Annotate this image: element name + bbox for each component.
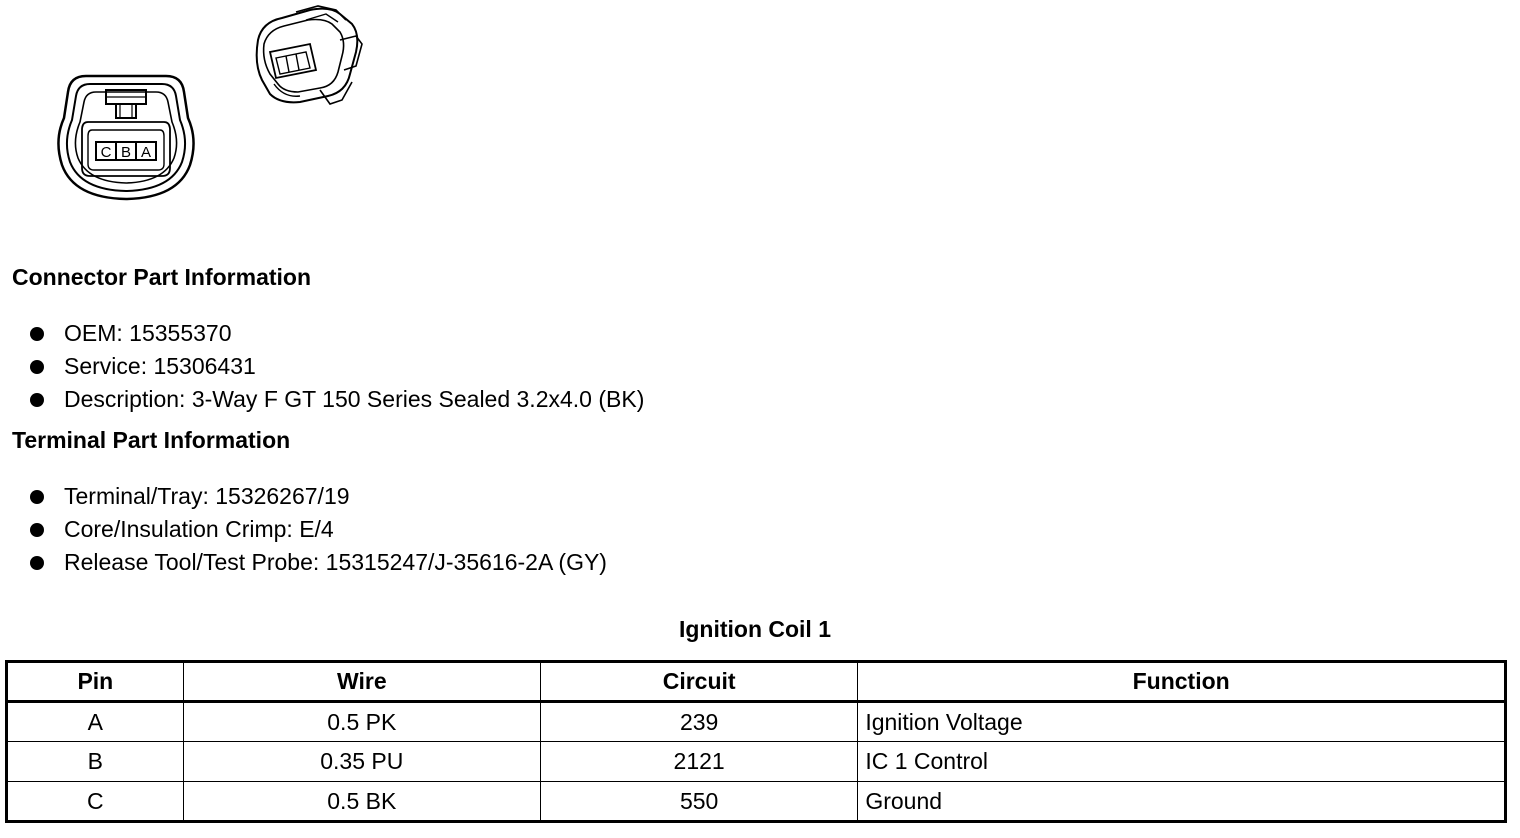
terminal-part-info-heading: Terminal Part Information — [12, 427, 291, 453]
list-item — [28, 513, 607, 546]
cell-wire: 0.35 PU — [183, 742, 540, 782]
cell-function: Ground — [858, 782, 1506, 822]
list-item — [28, 546, 607, 579]
cavity-label: C — [100, 144, 112, 161]
cell-function: Ignition Voltage — [858, 702, 1506, 742]
table-row — [7, 782, 1506, 822]
list-item — [28, 480, 607, 513]
cell-pin: C — [7, 782, 184, 822]
list-item-text: Core/Insulation Crimp: E/4 — [64, 516, 334, 542]
column-header-wire: Wire — [183, 662, 540, 702]
cell-pin: B — [7, 742, 184, 782]
list-item-text: Release Tool/Test Probe: 15315247/J-35616-2A (GY) — [64, 549, 607, 575]
column-header-circuit: Circuit — [540, 662, 857, 702]
connector-diagram — [40, 0, 380, 210]
list-item-text: Terminal/Tray: 15326267/19 — [64, 483, 350, 509]
bullet-icon — [30, 360, 44, 374]
list-item — [28, 383, 644, 416]
list-item-text: OEM: 15355370 — [64, 320, 232, 346]
terminal-part-info-list — [28, 480, 607, 579]
connector-part-info-list — [28, 317, 644, 416]
list-item-text: Description: 3-Way F GT 150 Series Sealed 3.2x4.0 (BK) — [64, 386, 645, 412]
cell-circuit: 239 — [540, 702, 857, 742]
list-item-text: Service: 15306431 — [64, 353, 256, 379]
table-header-row — [7, 662, 1506, 702]
table-row — [7, 702, 1506, 742]
bullet-icon — [30, 327, 44, 341]
cell-wire: 0.5 PK — [183, 702, 540, 742]
column-header-pin: Pin — [7, 662, 184, 702]
bullet-icon — [30, 490, 44, 504]
cell-function: IC 1 Control — [858, 742, 1506, 782]
cell-pin: A — [7, 702, 184, 742]
connector-front-view — [58, 76, 193, 199]
cavity-label: B — [120, 144, 132, 161]
table-row — [7, 742, 1506, 782]
cell-circuit: 2121 — [540, 742, 857, 782]
cell-wire: 0.5 BK — [183, 782, 540, 822]
list-item — [28, 317, 644, 350]
connector-isometric-view — [257, 6, 362, 104]
bullet-icon — [30, 556, 44, 570]
cavity-label: A — [140, 144, 152, 161]
cell-circuit: 550 — [540, 782, 857, 822]
bullet-icon — [30, 393, 44, 407]
column-header-function: Function — [858, 662, 1506, 702]
pinout-table — [5, 660, 1507, 823]
list-item — [28, 350, 644, 383]
table-title: Ignition Coil 1 — [678, 616, 832, 642]
connector-part-info-heading: Connector Part Information — [12, 264, 312, 290]
cavity-labels — [101, 144, 151, 161]
bullet-icon — [30, 523, 44, 537]
